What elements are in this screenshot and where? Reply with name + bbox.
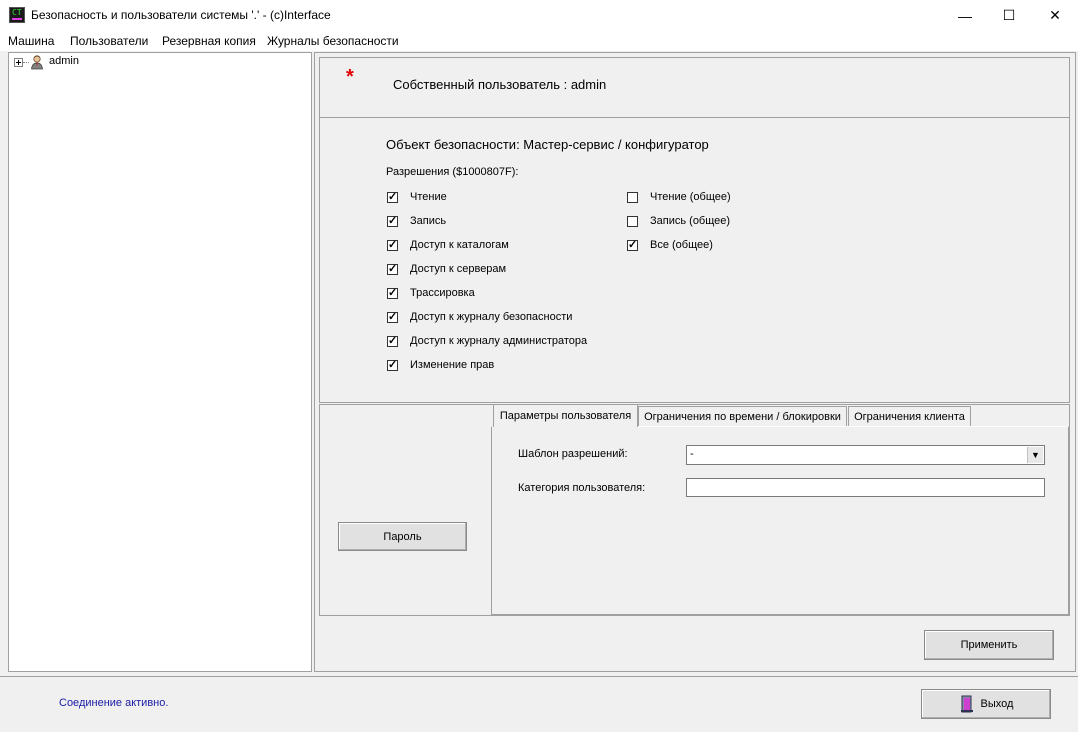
maximize-button[interactable]: ☐ <box>1002 7 1016 23</box>
write-checkbox[interactable] <box>387 216 398 227</box>
tracing-label: Трассировка <box>410 287 475 299</box>
user-tree[interactable] <box>8 52 312 672</box>
permissions-title: Разрешения ($1000807F): <box>386 166 519 178</box>
modified-marker: * <box>346 66 354 88</box>
own-user-label: Собственный пользователь : admin <box>393 77 607 92</box>
template-value: - <box>690 448 694 460</box>
bottom-divider <box>0 676 1078 677</box>
user-icon <box>29 54 45 70</box>
template-label: Шаблон разрешений: <box>518 448 628 460</box>
write-label: Запись <box>410 215 447 227</box>
close-button[interactable]: ✕ <box>1049 7 1061 23</box>
menu-backup[interactable]: Резервная копия <box>162 34 256 48</box>
minimize-button[interactable]: — <box>958 7 972 24</box>
all-common-label: Все (общее) <box>650 239 713 251</box>
expand-icon[interactable] <box>14 58 23 67</box>
catalog-access-checkbox[interactable] <box>387 240 398 251</box>
server-access-label: Доступ к серверам <box>410 263 507 275</box>
read-common-label: Чтение (общее) <box>650 191 731 203</box>
catalog-access-label: Доступ к каталогам <box>410 239 509 251</box>
server-access-checkbox[interactable] <box>387 264 398 275</box>
app-icon: CT <box>9 7 25 23</box>
admin-log-label: Доступ к журналу администратора <box>410 335 588 347</box>
tab-client-restrictions[interactable]: Ограничения клиента <box>848 406 971 426</box>
tab-time-restrictions[interactable]: Ограничения по времени / блокировки <box>638 406 847 426</box>
exit-label: Выход <box>980 698 1014 710</box>
write-common-label: Запись (общее) <box>650 215 731 227</box>
security-log-checkbox[interactable] <box>387 312 398 323</box>
change-rights-checkbox[interactable] <box>387 360 398 371</box>
apply-button[interactable]: Применить <box>924 630 1054 660</box>
write-common-checkbox[interactable] <box>627 216 638 227</box>
security-panel <box>319 57 1070 403</box>
read-label: Чтение <box>410 191 447 203</box>
all-common-checkbox[interactable] <box>627 240 638 251</box>
menu-users[interactable]: Пользователи <box>70 34 149 48</box>
window-title: Безопасность и пользователи системы '.' - (c)Interface <box>31 8 331 22</box>
security-object-label: Объект безопасности: Мастер-сервис / конфигуратор <box>386 137 709 152</box>
template-select[interactable] <box>686 445 1045 465</box>
category-input[interactable] <box>686 478 1045 497</box>
password-button[interactable]: Пароль <box>338 522 467 551</box>
door-icon <box>959 695 975 713</box>
read-common-checkbox[interactable] <box>627 192 638 203</box>
tab-user-params[interactable]: Параметры пользователя <box>493 404 638 427</box>
tree-item-admin[interactable]: admin <box>49 55 79 67</box>
category-label: Категория пользователя: <box>518 482 646 494</box>
change-rights-label: Изменение прав <box>410 359 495 371</box>
header-divider <box>320 117 1069 118</box>
tracing-checkbox[interactable] <box>387 288 398 299</box>
menu-machine[interactable]: Машина <box>8 34 55 48</box>
connection-status: Соединение активно. <box>59 697 169 709</box>
read-checkbox[interactable] <box>387 192 398 203</box>
admin-log-checkbox[interactable] <box>387 336 398 347</box>
chevron-down-icon[interactable]: ▼ <box>1027 447 1043 463</box>
menu-security-logs[interactable]: Журналы безопасности <box>267 34 399 48</box>
exit-button[interactable] <box>921 689 1051 719</box>
security-log-label: Доступ к журналу безопасности <box>410 311 573 323</box>
